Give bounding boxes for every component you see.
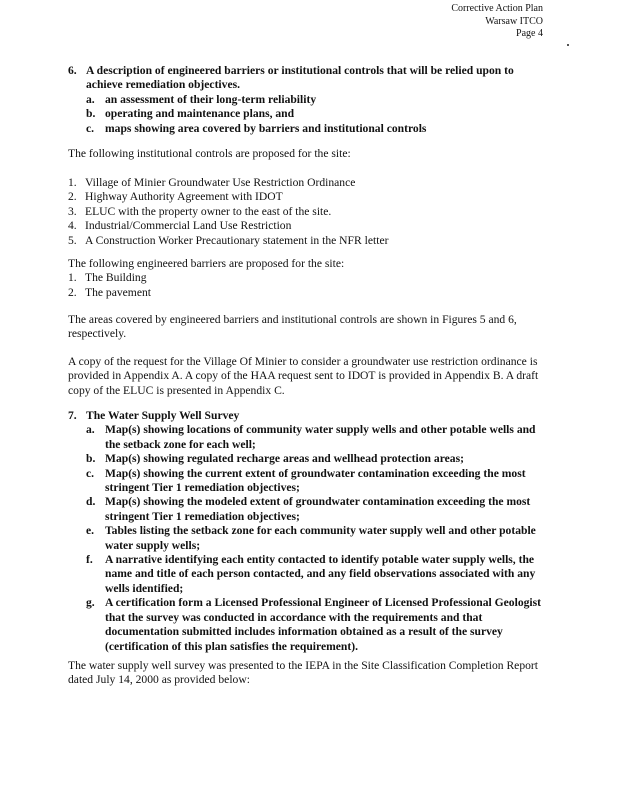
list-item bbox=[68, 234, 543, 248]
item-text: A certification form a Licensed Professional Engineer of Licensed Professional Geologist that the survey was conducted in accordance with the requirements and that documentation submitted includes information obtained as a result of the survey (certification of this plan satisfies the requirement). bbox=[105, 596, 542, 653]
item-text: maps showing area covered by barriers and institutional controls bbox=[105, 121, 427, 135]
item-letter: c. bbox=[86, 466, 95, 480]
list-number: 1. bbox=[68, 271, 77, 285]
item-text: Map(s) showing the current extent of groundwater contamination exceeding the most stringent Tier 1 remediation objectives; bbox=[105, 466, 526, 495]
scan-speck bbox=[567, 44, 569, 46]
list-text: Village of Minier Groundwater Use Restriction Ordinance bbox=[85, 176, 356, 189]
header-page-number: Page 4 bbox=[516, 28, 543, 39]
section-7-item-f bbox=[68, 553, 543, 596]
section-6-item-a bbox=[68, 93, 543, 107]
item-text: an assessment of their long-term reliability bbox=[105, 92, 317, 106]
list-number: 2. bbox=[68, 285, 77, 299]
institutional-list bbox=[68, 176, 543, 248]
section-7-item-e bbox=[68, 524, 543, 553]
item-letter: a. bbox=[86, 423, 95, 437]
section-7-heading-text: The Water Supply Well Survey bbox=[86, 409, 240, 422]
section-7-item-c bbox=[68, 467, 543, 496]
engineered-intro: The following engineered barriers are proposed for the site: bbox=[68, 257, 345, 270]
header-title: Corrective Action Plan bbox=[451, 3, 543, 14]
item-text: operating and maintenance plans, and bbox=[105, 107, 295, 121]
item-letter: b. bbox=[86, 452, 96, 466]
institutional-intro: The following institutional controls are proposed for the site: bbox=[68, 147, 351, 160]
item-text: Map(s) showing regulated recharge areas and wellhead protection areas; bbox=[105, 452, 464, 466]
paragraph-copy bbox=[68, 355, 543, 398]
list-text: ELUC with the property owner to the east of the site. bbox=[85, 204, 332, 218]
section-7 bbox=[68, 409, 543, 654]
section-7-item-b bbox=[68, 452, 543, 466]
paragraph-survey bbox=[68, 659, 543, 688]
item-letter: b. bbox=[86, 107, 96, 121]
item-text: A narrative identifying each entity contacted to identify potable water supply wells, the name and title of each person contacted, and any field observations associated with any wells identified; bbox=[105, 553, 536, 595]
paragraph-text: The areas covered by engineered barriers and institutional controls are shown in Figures 5 and 6, respectively. bbox=[68, 313, 517, 341]
item-letter: c. bbox=[86, 121, 95, 135]
header-site: Warsaw ITCO bbox=[485, 15, 543, 27]
list-item bbox=[68, 219, 543, 233]
section-7-item-d bbox=[68, 495, 543, 524]
list-item bbox=[68, 205, 543, 219]
list-text: Industrial/Commercial Land Use Restriction bbox=[85, 219, 292, 233]
item-letter: e. bbox=[86, 524, 95, 538]
list-text: Highway Authority Agreement with IDOT bbox=[85, 190, 283, 204]
paragraph-areas bbox=[68, 313, 543, 342]
item-letter: d. bbox=[86, 495, 96, 509]
paragraph-text: A copy of the request for the Village Of Minier to consider a groundwater use restriction ordinance is provided in Appendix A. A copy of the HAA request sent to IDOT is provided in Appendix B. A draft copy of the ELUC is presented in Appendix C. bbox=[68, 355, 539, 397]
list-item bbox=[68, 271, 543, 285]
section-7-heading bbox=[68, 409, 543, 423]
list-item bbox=[68, 286, 543, 300]
section-6-item-c bbox=[68, 122, 543, 136]
list-text: The Building bbox=[85, 271, 147, 285]
section-6-heading bbox=[68, 64, 543, 93]
list-text: The pavement bbox=[85, 285, 151, 299]
section-6-item-b bbox=[68, 107, 543, 121]
item-text: Map(s) showing locations of community water supply wells and other potable wells and the setback zone for each well; bbox=[105, 423, 536, 451]
item-letter: a. bbox=[86, 92, 95, 106]
section-6-number: 6. bbox=[68, 64, 77, 77]
section-6-heading-text: A description of engineered barriers or institutional controls that will be relied upon to achieve remediation objectives. bbox=[86, 64, 514, 92]
list-text: A Construction Worker Precautionary statement in the NFR letter bbox=[85, 233, 389, 247]
item-text: Map(s) showing the modeled extent of groundwater contamination exceeding the most stringent Tier 1 remediation objectives; bbox=[105, 495, 531, 523]
list-number: 5. bbox=[68, 233, 77, 247]
list-item bbox=[68, 190, 543, 204]
section-7-item-g bbox=[68, 596, 543, 654]
list-number: 3. bbox=[68, 204, 77, 218]
item-text: Tables listing the setback zone for each community water supply well and other potable water supply wells; bbox=[105, 524, 536, 552]
list-item bbox=[68, 176, 543, 190]
page-header bbox=[451, 3, 543, 41]
list-number: 4. bbox=[68, 219, 77, 233]
section-7-number: 7. bbox=[68, 409, 77, 422]
section-7-item-a bbox=[68, 423, 543, 452]
list-number: 2. bbox=[68, 190, 77, 204]
list-number: 1. bbox=[68, 176, 77, 189]
item-letter: g. bbox=[86, 596, 95, 610]
engineered-barriers bbox=[68, 257, 543, 300]
item-letter: f. bbox=[86, 553, 93, 567]
institutional-controls bbox=[68, 147, 543, 161]
section-6 bbox=[68, 64, 543, 136]
paragraph-text: The water supply well survey was presented to the IEPA in the Site Classification Completion Report dated July 14, 2000 as provided below: bbox=[68, 659, 539, 687]
